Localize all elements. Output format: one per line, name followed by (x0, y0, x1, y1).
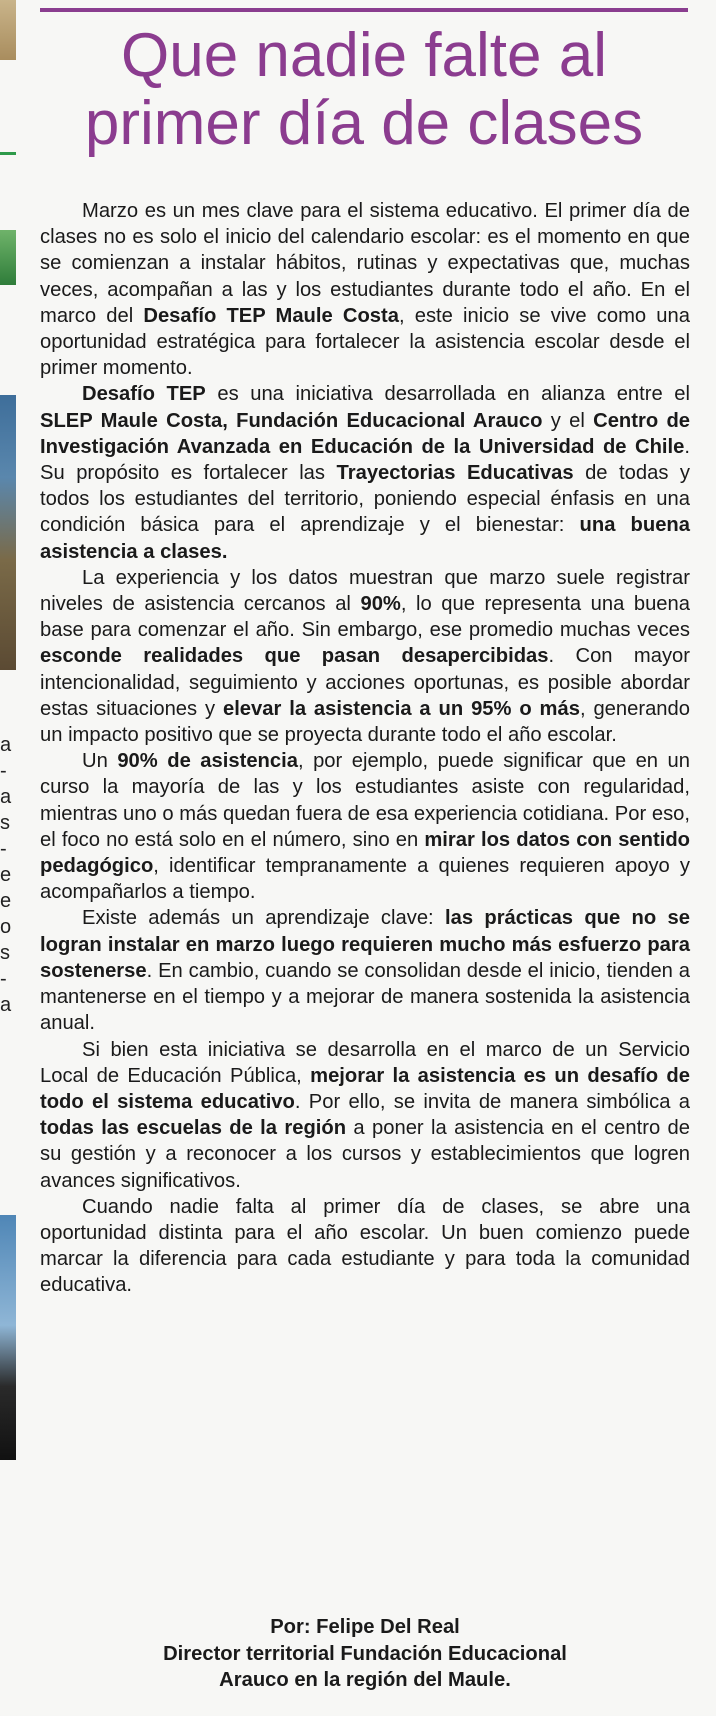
text-run: Marzo es un mes clave para el sistema educativo. El primer día de clases no es solo el inicio del calendario escolar: es el momento en que se comienzan a instalar hábitos, rutinas y expectativas que, muchas veces, acompañan a las y los estudiantes durante todo el año. En el marco del (40, 200, 690, 327)
adjacent-column-letter: a (0, 786, 12, 808)
bold-text-run: 90% de asistencia (117, 750, 298, 773)
bold-text-run: Desafío TEP Maule Costa (143, 304, 399, 327)
text-run: La experiencia y los datos muestran que marzo suele registrar niveles de asistencia cercanos al (40, 566, 690, 616)
bold-text-run: Trayectorias Educativas (336, 462, 574, 485)
bold-text-run: las prácticas que no se logran instalar en marzo luego requieren mucho más esfuerzo para sostenerse (40, 907, 690, 982)
text-run: Existe además un aprendizaje clave: (82, 907, 445, 930)
text-run: Si bien esta iniciativa se desarrolla en el marco de un Servicio Local de Educación Pública, (40, 1038, 690, 1087)
text-run: . Con mayor intencionalidad, seguimiento y acciones oportunas, es posible abordar estas situaciones y (40, 645, 690, 720)
byline-title-cont: Arauco en la región del Maule. (219, 1669, 511, 1691)
paragraph (40, 905, 690, 1036)
bold-text-run: mirar los datos con sentido pedagógico (40, 828, 690, 878)
text-run: , identificar tempranamente a quienes requieren apoyo y acompañarlos a tiempo. (40, 855, 690, 904)
bold-text-run: mejorar la asistencia es un desafío de todo el sistema educativo (40, 1064, 690, 1113)
adjacent-column-letter: - (0, 968, 7, 990)
adjacent-column-letter: - (0, 760, 7, 782)
bold-text-run: esconde realidades que pasan desapercibidas (40, 645, 549, 668)
text-run: , lo que representa una buena base para comenzar el año. Sin embargo, ese promedio muchas veces (40, 593, 690, 642)
text-run: , este inicio se vive como una oportunidad estratégica para fortalecer la asistencia escolar desde el primer momento. (40, 304, 690, 380)
bold-text-run: todas las escuelas de la región (40, 1117, 347, 1140)
adjacent-photo-green (0, 230, 16, 285)
text-run: . Su propósito es fortalecer las (40, 435, 690, 485)
top-rule (40, 8, 688, 12)
adjacent-photo-bottom (0, 1215, 16, 1460)
text-run: . En cambio, cuando se consolidan desde el inicio, tienden a mantenerse en el tiempo y a mejorar de manera sostenida la asistencia anual. (40, 959, 690, 1035)
text-run: , por ejemplo, puede significar que en un curso la mayoría de las y los estudiantes asiste con regularidad, mientras uno o más quedan fuera de esa experiencia cotidiana. Por eso, el foco no está solo en el número, sino en (40, 750, 690, 851)
adjacent-photo-main (0, 395, 16, 670)
adjacent-column-letter: s (0, 812, 10, 834)
paragraph (40, 748, 690, 905)
text-run: a poner la asistencia en el centro de su gestión y a reconocer a los cursos y establecimientos que logren avances significativos. (40, 1117, 690, 1192)
adjacent-column-letter: e (0, 864, 12, 886)
text-run: . Por ello, se invita de manera simbólica a (294, 1090, 690, 1113)
adjacent-column-letter: a (0, 734, 12, 756)
text-run: es una iniciativa desarrollada en alianza entre el (205, 383, 691, 406)
bold-text-run: Centro de Investigación Avanzada en Educación de la Universidad de Chile (40, 409, 690, 458)
text-run: Un (82, 750, 118, 773)
text-run: , generando un impacto positivo que se proyecta durante todo el año escolar. (40, 697, 690, 747)
headline-line-1: Que nadie falte al (120, 21, 607, 90)
adjacent-column-strip (0, 0, 16, 1716)
paragraph (40, 1194, 690, 1299)
adjacent-photo-top (0, 0, 16, 60)
bold-text-run: una buena asistencia a clases. (40, 514, 690, 563)
adjacent-column-letter: - (0, 838, 7, 860)
text-run: y el (542, 409, 594, 432)
paragraph (40, 381, 690, 564)
text-run: de todas y todos los estudiantes del territorio, poniendo especial énfasis en una condición básica para el aprendizaje y el bienestar: (40, 462, 691, 537)
paragraph (40, 1037, 690, 1194)
headline-line-2: primer día de clases (84, 89, 644, 158)
byline (40, 1614, 690, 1694)
adjacent-green-mark (0, 152, 16, 155)
headline (30, 22, 698, 158)
adjacent-column-letter: s (0, 942, 10, 964)
adjacent-column-letter: a (0, 994, 12, 1016)
byline-author: Por: Felipe Del Real (270, 1616, 460, 1638)
text-run: Cuando nadie falta al primer día de clases, se abre una oportunidad distinta para el año escolar. Un buen comienzo puede marcar la diferencia para cada estudiante y para toda la comunidad educativa. (40, 1195, 690, 1297)
bold-text-run: elevar la asistencia a un 95% o más (222, 697, 580, 720)
adjacent-column-letter: o (0, 916, 12, 938)
bold-text-run: Desafío TEP (82, 383, 206, 406)
bold-text-run: SLEP Maule Costa, Fundación Educacional Arauco (40, 409, 543, 432)
bold-text-run: 90% (360, 593, 401, 616)
paragraph (40, 565, 690, 748)
adjacent-column-letter: e (0, 890, 12, 912)
byline-title: Director territorial Fundación Educacional (163, 1642, 567, 1665)
paragraph (40, 198, 690, 381)
article-body (40, 198, 690, 1299)
